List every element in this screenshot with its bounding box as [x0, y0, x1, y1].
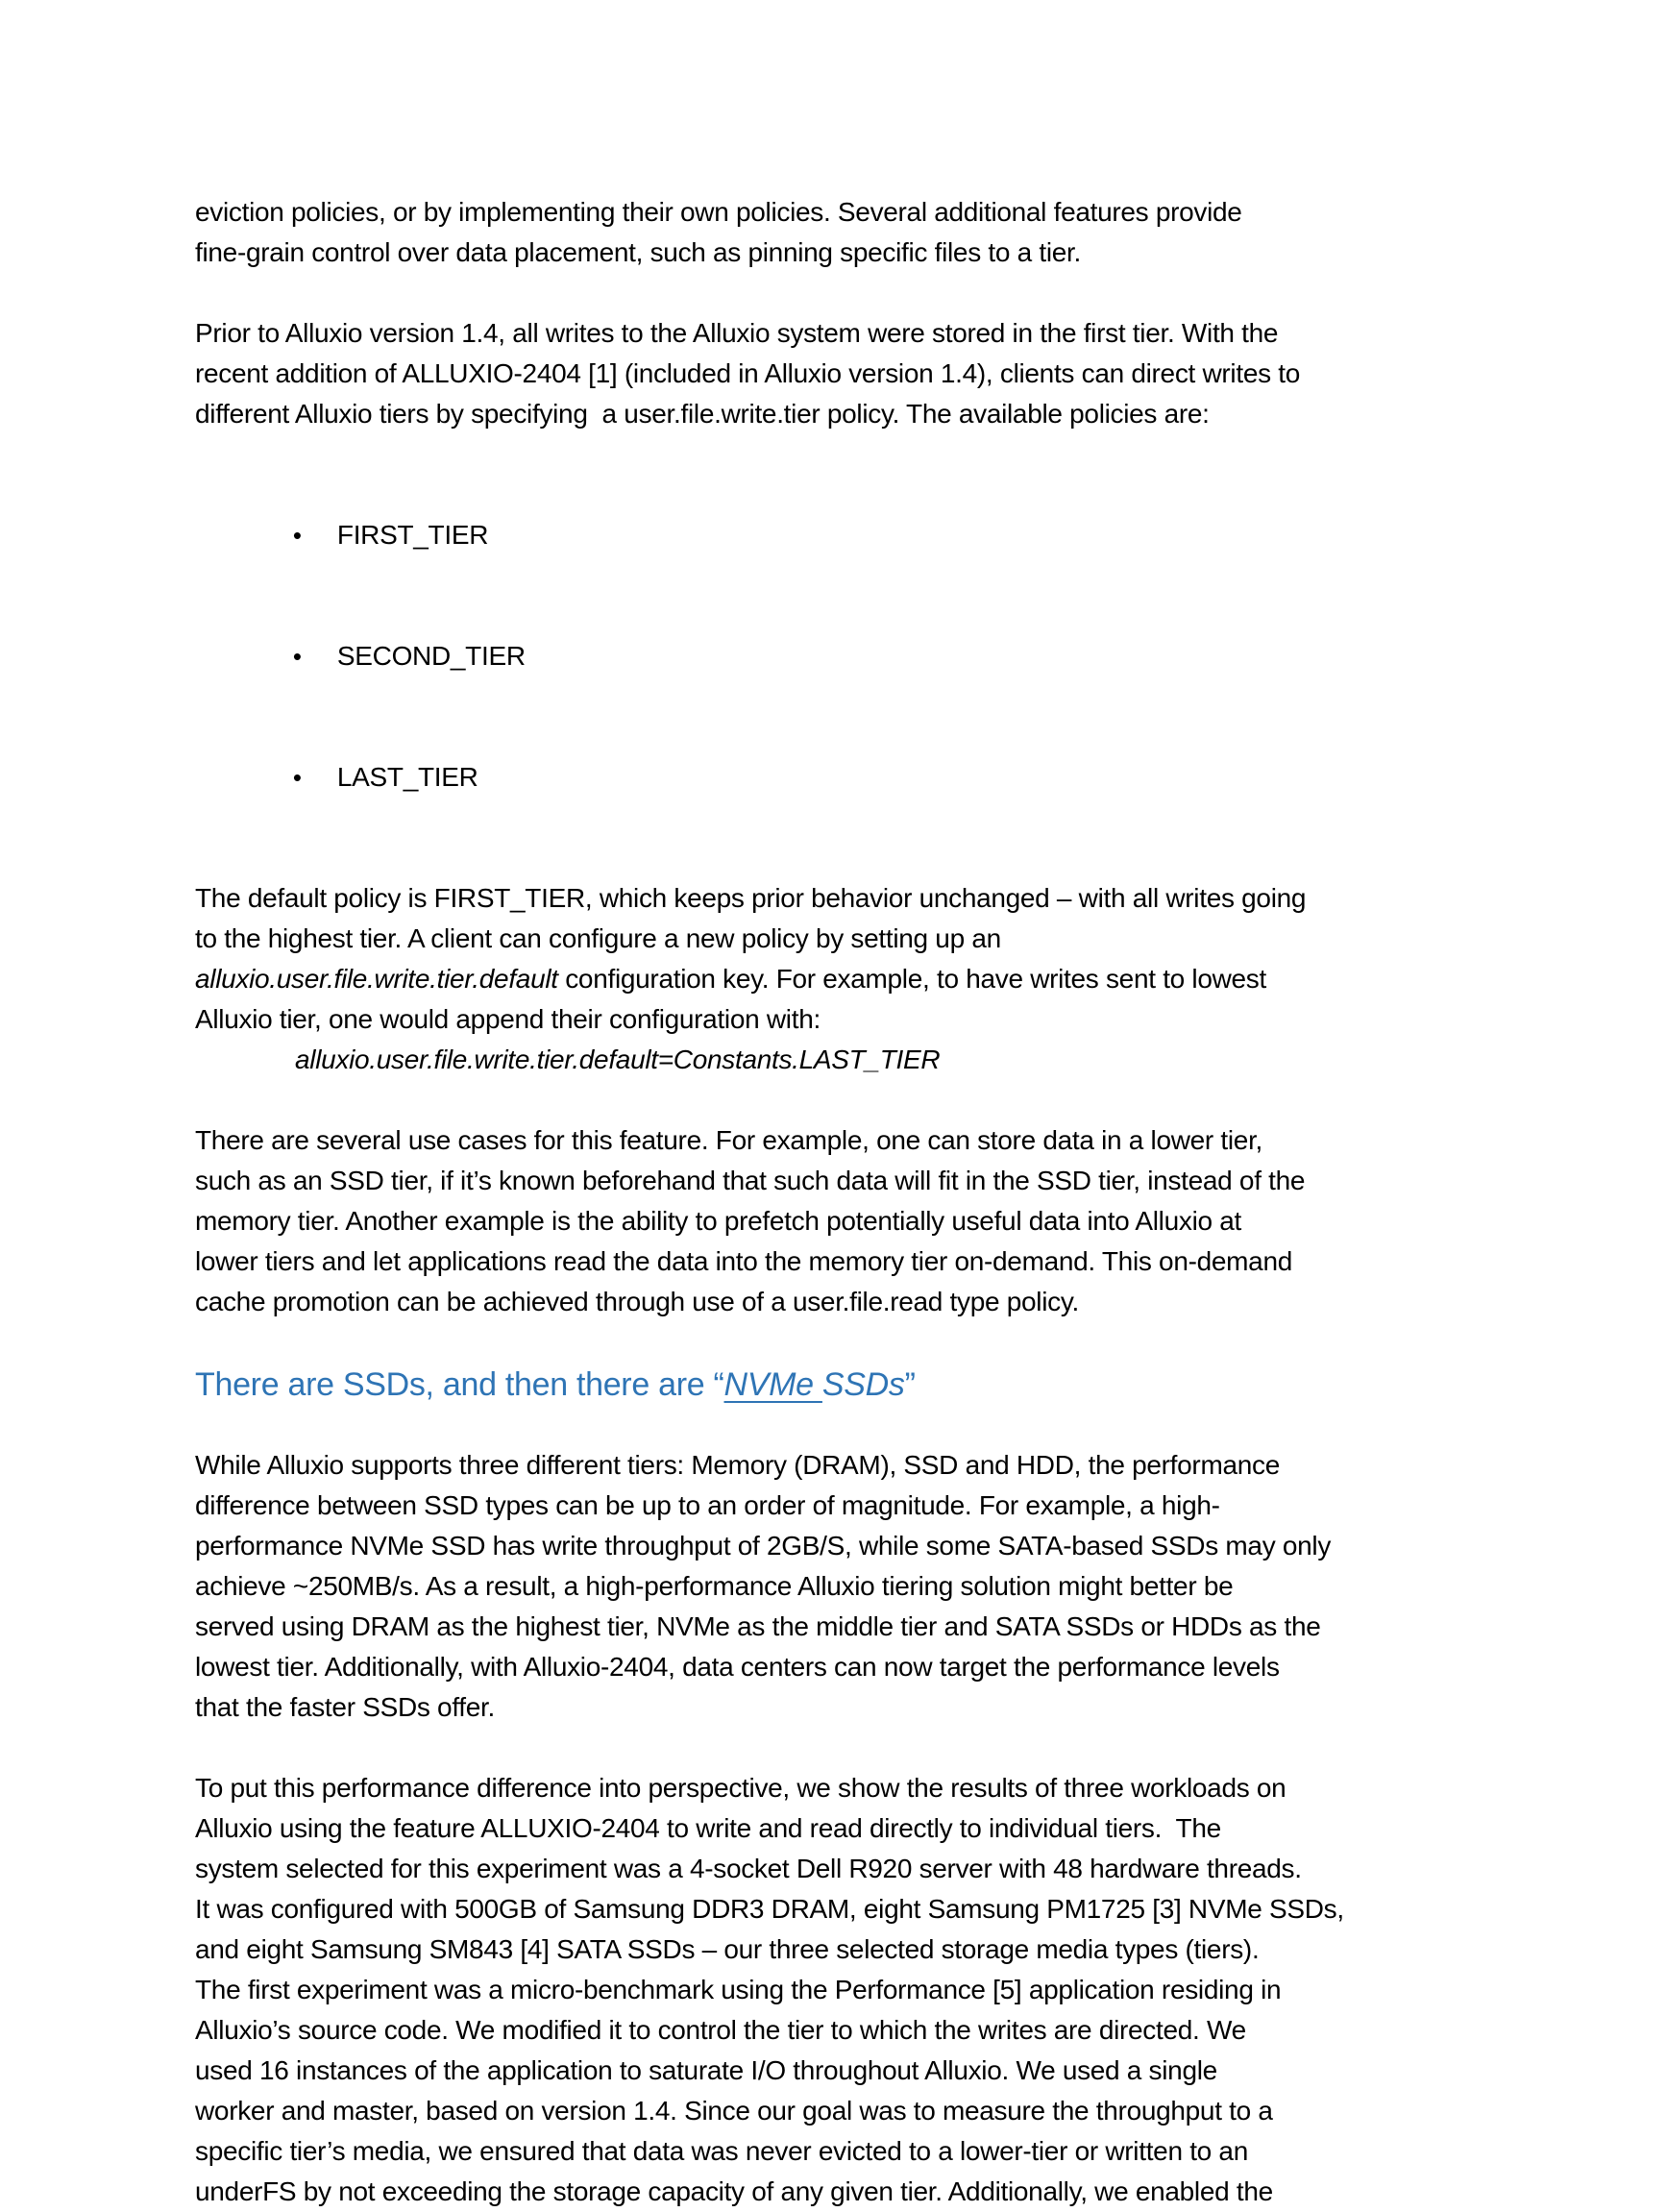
- bullet-icon: •: [292, 763, 302, 792]
- bullet-item-label: LAST_TIER: [336, 762, 478, 792]
- text-line: served using DRAM as the highest tier, NVMe as the middle tier and SATA SSDs or HDDs as the: [195, 1611, 1321, 1641]
- text-line: difference between SSD types can be up to an order of magnitude. For example, a high-: [195, 1490, 1220, 1520]
- bullet-item: [195, 717, 1522, 838]
- text-line: eviction policies, or by implementing their own policies. Several additional features provide: [195, 197, 1242, 227]
- heading-italic-text: SSDs: [821, 1366, 905, 1403]
- text-line: The first experiment was a micro-benchmark using the Performance [5] application residing in: [195, 1975, 1282, 2004]
- text-line: system selected for this experiment was a 4-socket Dell R920 server with 48 hardware threads.: [195, 1854, 1302, 1883]
- text-line: to the highest tier. A client can configure a new policy by setting up an: [195, 923, 1001, 953]
- text-line: Alluxio tier, one would append their configuration with:: [195, 1004, 821, 1034]
- text-line: underFS by not exceeding the storage capacity of any given tier. Additionally, we enabled the: [195, 2176, 1273, 2206]
- paragraph-eviction-policies: [195, 192, 1522, 273]
- nvme-ssds-link[interactable]: NVMe: [723, 1366, 822, 1403]
- text-line: recent addition of ALLUXIO-2404 [1] (included in Alluxio version 1.4), clients can direct writes to: [195, 358, 1301, 388]
- text-line: While Alluxio supports three different tiers: Memory (DRAM), SSD and HDD, the performance: [195, 1450, 1280, 1480]
- text-line: performance NVMe SSD has write throughput of 2GB/S, while some SATA-based SSDs may only: [195, 1531, 1332, 1561]
- paragraph-default-policy: [195, 878, 1522, 1080]
- text-line: [195, 959, 1522, 999]
- config-code-line: alluxio.user.file.write.tier.default=Constants.LAST_TIER: [295, 1045, 941, 1074]
- section-heading: [195, 1363, 1522, 1407]
- text-line: There are several use cases for this feature. For example, one can store data in a lower tier,: [195, 1125, 1263, 1155]
- bullet-icon: •: [292, 642, 302, 671]
- text-line: fine-grain control over data placement, such as pinning specific files to a tier.: [195, 237, 1081, 267]
- text-run: configuration key. For example, to have writes sent to lowest: [557, 964, 1266, 994]
- text-line: specific tier’s media, we ensured that data was never evicted to a lower-tier or written to an: [195, 2136, 1248, 2166]
- text-line: used 16 instances of the application to saturate I/O throughout Alluxio. We used a single: [195, 2055, 1217, 2085]
- text-line: cache promotion can be achieved through use of a user.file.read type policy.: [195, 1287, 1079, 1316]
- bullet-item: [195, 596, 1522, 717]
- text-line: that the faster SSDs offer.: [195, 1692, 495, 1722]
- bullet-icon: •: [292, 521, 302, 550]
- text-line: The default policy is FIRST_TIER, which keeps prior behavior unchanged – with all writes going: [195, 883, 1307, 913]
- paragraph-experiment-setup: [195, 1768, 1522, 2212]
- text-line: Alluxio’s source code. We modified it to control the tier to which the writes are directed. We: [195, 2015, 1246, 2045]
- text-line: lowest tier. Additionally, with Alluxio-2404, data centers can now target the performance levels: [195, 1652, 1280, 1682]
- heading-text: ”: [904, 1366, 916, 1403]
- config-key-italic: alluxio.user.file.write.tier.default: [195, 964, 558, 994]
- policy-bullet-list: [195, 475, 1522, 838]
- text-line: To put this performance difference into perspective, we show the results of three workloads on: [195, 1773, 1286, 1803]
- text-line: achieve ~250MB/s. As a result, a high-performance Alluxio tiering solution might better be: [195, 1571, 1234, 1601]
- text-line: It was configured with 500GB of Samsung DDR3 DRAM, eight Samsung PM1725 [3] NVMe SSDs,: [195, 1894, 1344, 1924]
- text-line: different Alluxio tiers by specifying a user.file.write.tier policy. The available policies are:: [195, 399, 1210, 429]
- paragraph-use-cases: [195, 1120, 1522, 1322]
- paragraph-ssd-performance: [195, 1445, 1522, 1728]
- heading-text: There are SSDs, and then there are “: [195, 1366, 724, 1403]
- text-line: lower tiers and let applications read the data into the memory tier on-demand. This on-demand: [195, 1246, 1293, 1276]
- text-line: memory tier. Another example is the ability to prefetch potentially useful data into Alluxio at: [195, 1206, 1241, 1236]
- paragraph-prior-to-alluxio: [195, 313, 1522, 434]
- bullet-item: [195, 475, 1522, 596]
- bullet-item-label: SECOND_TIER: [336, 641, 526, 671]
- text-line: Prior to Alluxio version 1.4, all writes to the Alluxio system were stored in the first tier. With the: [195, 318, 1279, 348]
- text-line: Alluxio using the feature ALLUXIO-2404 to write and read directly to individual tiers. The: [195, 1813, 1221, 1843]
- text-line: such as an SSD tier, if it’s known beforehand that such data will fit in the SSD tier, instead of the: [195, 1166, 1306, 1195]
- text-line: worker and master, based on version 1.4. Since our goal was to measure the throughput to a: [195, 2096, 1273, 2126]
- text-line: and eight Samsung SM843 [4] SATA SSDs – our three selected storage media types (tiers).: [195, 1934, 1260, 1964]
- bullet-item-label: FIRST_TIER: [336, 520, 489, 550]
